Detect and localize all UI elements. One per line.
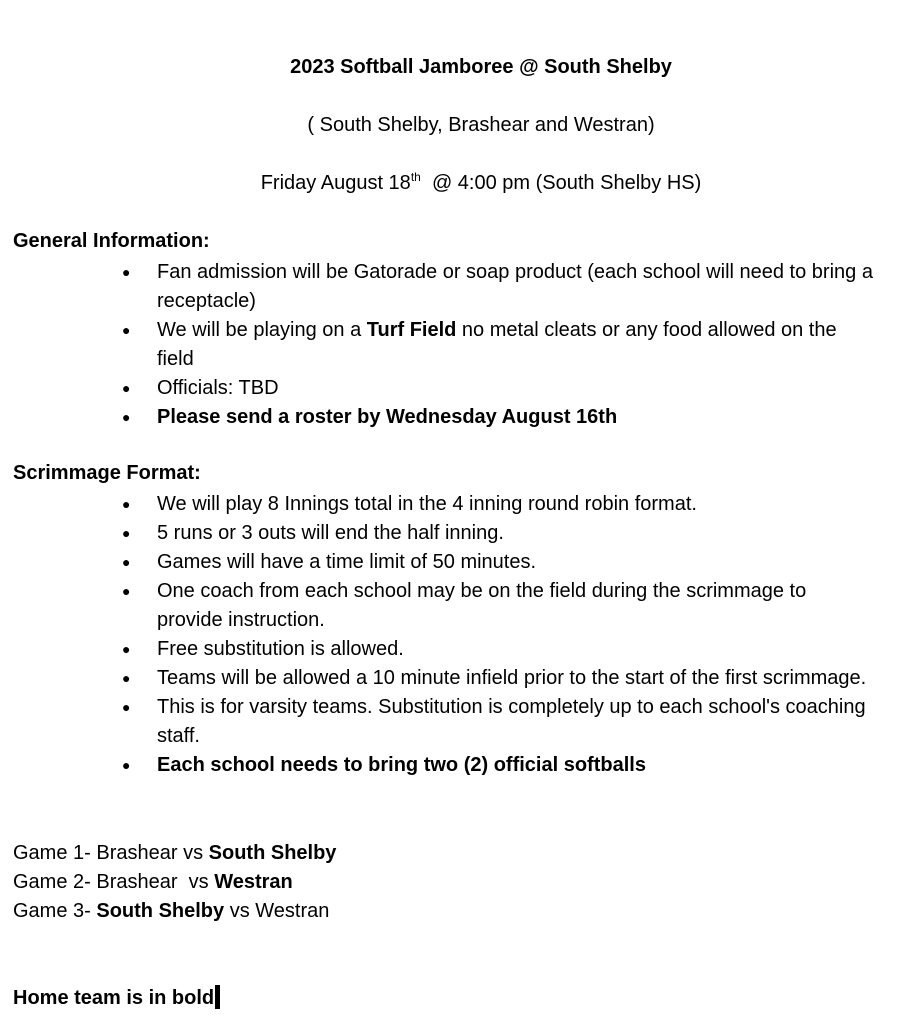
list-item-text: One coach from each school may be on the field during the scrimmage to <box>157 580 807 602</box>
list-item <box>120 490 917 519</box>
list-item-text: Free substitution is allowed. <box>157 638 404 660</box>
bullet-icon: ● <box>122 641 131 657</box>
list-item-text: 5 runs or 3 outs will end the half inning. <box>157 522 504 544</box>
bullet-icon: ● <box>122 496 131 512</box>
list-item <box>120 258 917 316</box>
home-team-note[interactable]: Home team is in bold <box>13 985 220 1010</box>
scrimmage-format-heading: Scrimmage Format: <box>13 462 201 484</box>
bullet-icon: ● <box>122 583 131 599</box>
bullet-icon: ● <box>122 670 131 686</box>
list-item-text-cont: receptacle) <box>157 290 256 312</box>
home-team: Westran <box>214 871 293 893</box>
bullet-icon: ● <box>122 264 131 280</box>
list-item-text: We will be playing on a Turf Field no metal cleats or any food allowed on the <box>157 319 837 341</box>
general-info-list <box>120 258 917 432</box>
list-item <box>120 751 917 780</box>
bullet-icon: ● <box>122 322 131 338</box>
list-item-text: This is for varsity teams. Substitution is completely up to each school's coaching <box>157 696 866 718</box>
text-cursor <box>215 985 220 1009</box>
game-row: Game 3- South Shelby vs Westran <box>13 900 330 922</box>
bullet-icon: ● <box>122 525 131 541</box>
bullet-icon: ● <box>122 409 131 425</box>
bullet-icon: ● <box>122 699 131 715</box>
list-item <box>120 403 917 432</box>
scrimmage-format-list <box>120 490 917 780</box>
softballs-requirement-text: Each school needs to bring two (2) official softballs <box>157 754 646 776</box>
list-item-text-cont: field <box>157 348 194 370</box>
list-item-text: Games will have a time limit of 50 minutes. <box>157 551 537 573</box>
home-team: South Shelby <box>208 842 337 864</box>
list-item <box>120 519 917 548</box>
list-item-text: Fan admission will be Gatorade or soap product (each school will need to bring a <box>157 261 873 283</box>
list-item-text: We will play 8 Innings total in the 4 inning round robin format. <box>157 493 697 515</box>
participating-schools: ( South Shelby, Brashear and Westran) <box>307 114 655 136</box>
list-item <box>120 374 917 403</box>
list-item <box>120 635 917 664</box>
list-item <box>120 693 917 751</box>
bullet-icon: ● <box>122 380 131 396</box>
document-title: 2023 Softball Jamboree @ South Shelby <box>290 56 672 78</box>
event-time-location: @ 4:00 pm (South Shelby HS) <box>420 172 702 194</box>
roster-deadline-text: Please send a roster by Wednesday August 16th <box>157 406 618 428</box>
list-item-text: Officials: TBD <box>157 377 279 399</box>
event-date-main: Friday August 18 <box>260 172 411 194</box>
list-item <box>120 664 917 693</box>
event-date <box>0 171 917 195</box>
bullet-icon: ● <box>122 757 131 773</box>
list-item-text-cont: provide instruction. <box>157 609 325 631</box>
list-item-text: Teams will be allowed a 10 minute infield prior to the start of the first scrimmage. <box>157 667 867 689</box>
away-team: Brashear <box>96 842 178 864</box>
list-item-text-cont: staff. <box>157 725 200 747</box>
away-team: Brashear <box>96 871 184 893</box>
away-team: Westran <box>255 900 330 922</box>
game-schedule <box>13 839 336 926</box>
game-row: Game 1- Brashear vs South Shelby <box>13 842 337 864</box>
bullet-icon: ● <box>122 554 131 570</box>
general-info-heading: General Information: <box>13 230 210 252</box>
game-row: Game 2- Brashear vs Westran <box>13 871 293 893</box>
list-item <box>120 548 917 577</box>
list-item <box>120 577 917 635</box>
home-team: South Shelby <box>96 900 225 922</box>
date-ordinal-suffix: th <box>410 170 421 184</box>
list-item <box>120 316 917 374</box>
turf-field-emphasis: Turf Field <box>366 319 457 341</box>
